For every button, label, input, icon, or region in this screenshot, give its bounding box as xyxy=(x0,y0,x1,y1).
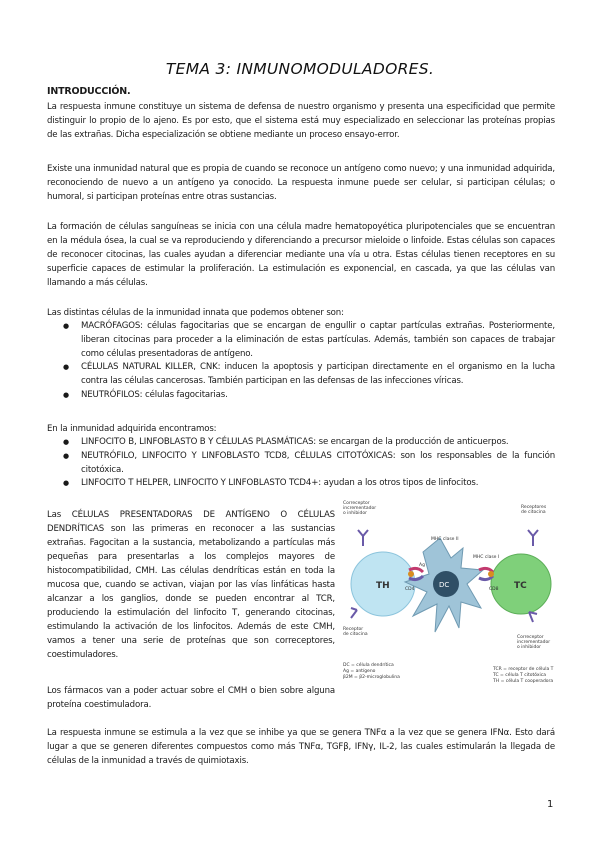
list-item: ● CÉLULAS NATURAL KILLER, CNK: inducen la apoptosis y participan directamente en el organismo en la lucha contra las células cancerosas. También participan en las defensas de las infecciones víricas. xyxy=(47,361,555,389)
adaptive-cells-list xyxy=(47,436,555,491)
coreceptor-bottom-right-icon xyxy=(529,612,537,622)
legend-left: DC = célula dendrítica Ag = antígeno β2M = β2-microglobulina xyxy=(343,663,400,680)
label-bottom-right: Correceptor incrementador o inhibidor xyxy=(517,635,551,650)
list-item: ● NEUTRÓFILOS: células fagocitarias. xyxy=(47,389,555,403)
paragraph-dendritic-cells: Las CÉLULAS PRESENTADORAS DE ANTÍGENO O CÉLULAS DENDRÍTICAS son las primeras en reconocer a las sustancias extrañas. Fagocitan a la sustancia, metabolizando a partículas más pequeñas para presentarlas a los complejos mayores de histocompatibilidad, CMH. Las células dendríticas están en toda la mucosa que, cuando se activan, viajan por las vías linfáticas hasta alcanzar a los ganglios, donde se pueden encontrar al TCR, produciendo la estimulación del linfocito T, generando citocinas, estimulando la activación de los linfocitos. Además de este CMH, vamos a tener una serie de proteínas que son correceptores, coestimuladores. xyxy=(47,510,335,660)
legend-right: TCR = receptor de célula T TC = célula T citotóxica TH = célula T cooperadora xyxy=(493,667,554,684)
label-cd8: CD8 xyxy=(489,587,499,592)
label-mhc-class-ii: MHC clase II xyxy=(431,537,459,542)
antigen-right-shape xyxy=(488,571,494,577)
label-mhc-class-i: MHC clase I xyxy=(473,555,500,560)
list-item: ● LINFOCITO T HELPER, LINFOCITO Y LINFOBLASTO TCD4+: ayudan a los otros tipos de linfocitos. xyxy=(47,477,555,491)
label-bottom-left: Receptor de citocina xyxy=(343,627,368,637)
antigen-presentation-diagram xyxy=(343,498,557,708)
paragraph-drugs: Los fármacos van a poder actuar sobre el CMH o bien sobre alguna proteína coestimuladora. xyxy=(47,686,335,710)
label-top-right: Receptores de citocina xyxy=(521,505,547,515)
coreceptor-top-left-icon xyxy=(358,530,368,546)
paragraph-blood-cells: La formación de células sanguíneas se inicia con una célula madre hematopoyética pluripotenciales que se encuentran en la médula ósea, la cual se va reproduciendo y diferenciando a precursor mieloide o linfoide. Estas células son capaces de reconocer citocinas, las cuales ayudan a diferenciar mediante una vía u otra. Estas células tienen receptores en su superficie capaces de estimular la proliferación. La estimulación es exponencial, en cascada, ya que las células van llamando a más células. xyxy=(47,222,555,288)
dc-label: DC xyxy=(439,581,450,589)
paragraph-immunity-types: Existe una inmunidad natural que es propia de cuando se reconoce un antígeno como nuevo; y una inmunidad adquirida, reconociendo de nuevo a un antígeno ya conocido. La respuesta inmune puede ser celular, si participan células; o humoral, si participan proteínas entre otras sustancias. xyxy=(47,164,555,202)
cytokine-receptor-bottom-left-icon xyxy=(351,608,357,618)
paragraph-innate-intro: Las distintas células de la inmunidad innata que podemos obtener son: xyxy=(47,308,344,318)
list-item: ● NEUTRÓFILO, LINFOCITO Y LINFOBLASTO TCD8, CÉLULAS CITOTÓXICAS: son los responsables de la función citotóxica. xyxy=(47,450,555,478)
intro-heading: INTRODUCCIÓN. xyxy=(47,86,131,97)
paragraph-adaptive-intro: En la inmunidad adquirida encontramos: xyxy=(47,424,217,434)
label-antigen: Ag xyxy=(419,563,425,568)
list-item: ● MACRÓFAGOS: células fagocitarias que se encargan de engullir o captar partículas extrañas. Posteriormente, liberan citocinas para proceder a la eliminación de estas partículas. Además, también son capaces de trabajar como células presentadoras de antígeno. xyxy=(47,320,555,361)
cytokine-receptor-top-right-icon xyxy=(528,530,538,546)
page-number: 1 xyxy=(547,799,554,810)
th-label: TH xyxy=(376,581,390,591)
antigen-left-shape xyxy=(408,571,414,577)
innate-cells-list xyxy=(47,320,555,403)
paragraph-intro: La respuesta inmune constituye un sistema de defensa de nuestro organismo y presenta una especificidad que permite distinguir lo propio de lo ajeno. Es por esto, que el sistema está muy especializado en seleccionar las proteínas propias de las extrañas. Dicha especialización se obtiene mediante un proceso ensayo-error. xyxy=(47,102,555,140)
label-cd4: CD4 xyxy=(405,587,415,592)
label-top-left: Correceptor incrementador o inhibidor xyxy=(343,501,377,516)
list-item: ● LINFOCITO B, LINFOBLASTO B Y CÉLULAS PLASMÁTICAS: se encargan de la producción de anticuerpos. xyxy=(47,436,555,450)
paragraph-immune-response: La respuesta inmune se estimula a la vez que se inhibe ya que se genera TNFα a la vez que se genera IFNα. Esto dará lugar a que se generen diferentes compuestos como más TNFα, TGFβ, IFNγ, IL-2, las cuales estimularán la llegada de células de la inmunidad a través de quimiotaxis. xyxy=(47,728,555,766)
document-title: TEMA 3: INMUNOMODULADORES. xyxy=(165,60,435,78)
tc-label: TC xyxy=(514,581,527,591)
